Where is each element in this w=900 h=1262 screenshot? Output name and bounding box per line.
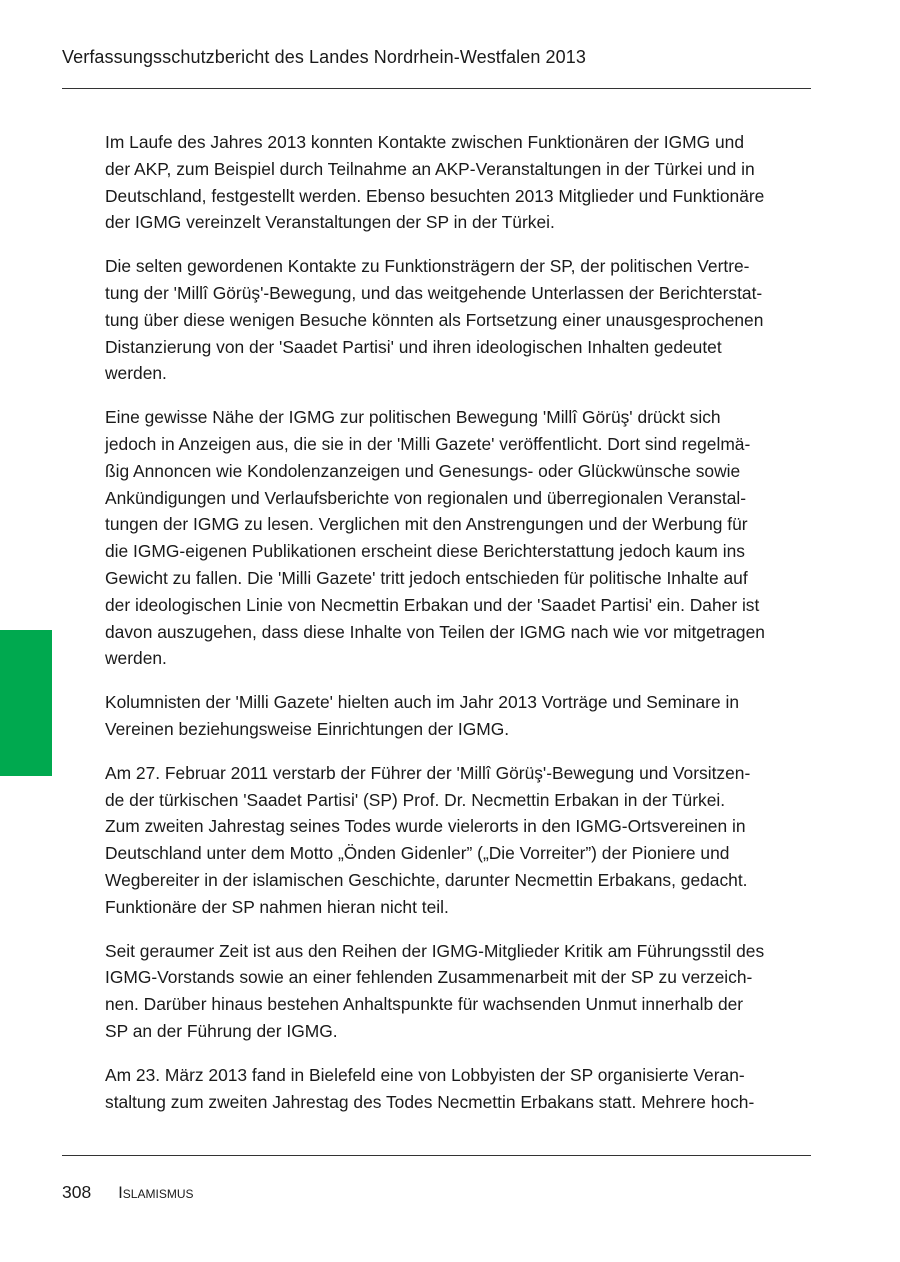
paragraph-6: Seit geraumer Zeit ist aus den Reihen der IGMG-Mitglieder Kritik am Führungsstil des IGMG-Vorstands sowie an einer fehlenden Zusammenarbeit mit der SP zu verzeich- nen. Darüber hinaus bestehen Anhaltspunkte für wachsenden Unmut innerhalb der SP an der Führung der IGMG. [105, 940, 765, 1041]
header-divider [62, 88, 811, 89]
paragraph-5: Am 27. Februar 2011 verstarb der Führer der 'Millî Görüş'-Bewegung und Vorsitzen- de der türkischen 'Saadet Partisi' (SP) Prof. Dr. Necmettin Erbakan in der Türkei. Zum zweiten Jahrestag seines Todes wurde vielerorts in den IGMG-Ortsvereinen in Deutschland unter dem Motto „Önden Gidenler” („Die Vorreiter”) der Pioniere und Wegbereiter in der islamischen Geschichte, darunter Necmettin Erbakans, gedacht. Funktionäre der SP nahmen hieran nicht teil. [105, 762, 751, 917]
section-name: Islamismus [118, 1183, 194, 1202]
paragraph-4: Kolumnisten der 'Milli Gazete' hielten auch im Jahr 2013 Vorträge und Seminare in Vereinen beziehungsweise Einrichtungen der IGMG. [105, 692, 740, 739]
paragraph-3: Eine gewisse Nähe der IGMG zur politischen Bewegung 'Millî Görüş' drückt sich jedoch in Anzeigen aus, die sie in der 'Milli Gazete' veröffentlicht. Dort sind regelmä- ßig Annoncen wie Kondolenzanzeigen und Genesungs- oder Glückwünsche sowie Ankündigungen und Verlaufsberichte von regionalen und überregionalen Veranstal- tungen der IGMG zu lesen. Verglichen mit den Anstrengungen und der Werbung für die IGMG-eigenen Publikationen erscheint diese Berichterstattung jedoch kaum ins Gewicht zu fallen. Die 'Milli Gazete' tritt jedoch entschieden für politische Inhalte auf der ideologischen Linie von Necmettin Erbakan und der 'Saadet Partisi' ein. Daher ist davon auszugehen, dass diese Inhalte von Teilen der IGMG nach wie vor mitgetragen werden. [105, 407, 765, 669]
paragraph-7: Am 23. März 2013 fand in Bielefeld eine von Lobbyisten der SP organisierte Veran- staltung zum zweiten Jahrestag des Todes Necmettin Erbakans statt. Mehrere hoch- [105, 1064, 755, 1112]
body-text [105, 129, 811, 1132]
footer-divider [62, 1155, 811, 1156]
paragraph-2: Die selten gewordenen Kontakte zu Funktionsträgern der SP, der politischen Vertre- tung der 'Millî Görüş'-Bewegung, und das weitgehende Unterlassen der Berichterstat- tung über diese wenigen Besuche könnten als Fortsetzung einer unausgesprochenen Distanzierung von der 'Saadet Partisi' und ihren ideologischen Inhalten gedeutet werden. [105, 256, 764, 384]
page-number: 308 [62, 1182, 92, 1202]
paragraph-1: Im Laufe des Jahres 2013 konnten Kontakte zwischen Funktionären der IGMG und der AKP, zum Beispiel durch Teilnahme an AKP-Veranstaltungen in der Türkei und in Deutschland, festgestellt werden. Ebenso besuchten 2013 Mitglieder und Funktionäre der IGMG vereinzelt Veranstaltungen der SP in der Türkei. [105, 132, 765, 233]
page-footer [62, 1180, 193, 1205]
page-header-title: Verfassungsschutzbericht des Landes Nordrhein-Westfalen 2013 [62, 47, 586, 67]
chapter-color-tab [0, 630, 52, 776]
